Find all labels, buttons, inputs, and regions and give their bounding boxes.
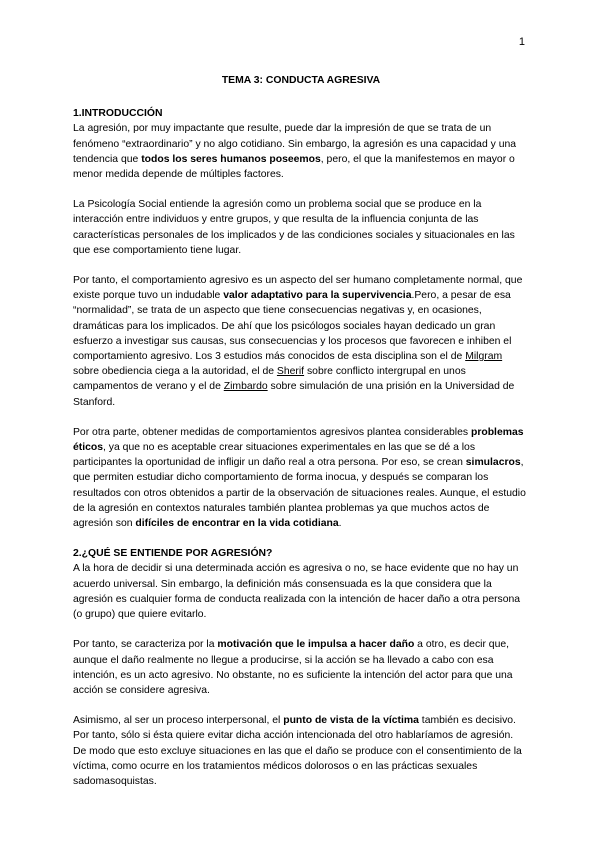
paragraph-intro-3 xyxy=(73,273,529,410)
paragraph-def-2 xyxy=(73,637,529,698)
text-run: sobre simulación de una prisión en la Universidad de Stanford. xyxy=(73,381,515,408)
paragraph-intro-1 xyxy=(73,121,529,182)
paragraph-def-1: A la hora de decidir si una determinada acción es agresiva o no, se hace evidente que no hay un acuerdo universal. Sin embargo, la definición más consensuada es la que considera que la agresión es cualquier forma de conducta realizada con la intención de hacer daño a otra persona (o grupo) que quiere evitarlo. xyxy=(73,563,521,621)
text-run: Por otra parte, obtener medidas de comportamientos agresivos plantea considerables xyxy=(73,426,471,438)
text-run: a otro, es decir que, aunque el daño realmente no llegue a producirse, si la acción se ha llevado a cabo con esa intención, es un acto agresivo. No obstante, no es suficiente la intención del actor para que una acción se considere agresiva. xyxy=(73,639,513,696)
text-run: Por tanto, el comportamiento agresivo es un aspecto del ser humano completamente normal, que existe porque tuvo un indudable xyxy=(73,275,523,302)
paragraph-intro-4 xyxy=(73,425,529,531)
text-run: La agresión, por muy impactante que resulte, puede dar la impresión de que se trata de un fenómeno “extraordinario” y no algo cotidiano. Sin embargo, la agresión es una capacidad y una tendencia que xyxy=(73,123,517,165)
text-run: Asimismo, al ser un proceso interpersonal, el xyxy=(73,715,284,727)
text-run: también es decisivo. Por tanto, sólo si ésta quiere evitar dicha acción intencionada del otro hablaríamos de agresión. De modo que esto excluye situaciones en las que el daño se produce con el consentimiento de la víctima, como ocurre en los tratamientos médicos dolorosos o en las prácticas sexuales sadomasoquistas. xyxy=(73,715,522,787)
bold-text: problemas éticos xyxy=(73,426,524,454)
underlined-name-sherif: Sherif xyxy=(276,366,305,378)
text-run: sobre conflicto intergrupal en unos campamentos de verano y el de xyxy=(73,366,466,393)
text-run: , que permiten estudiar dicho comportamiento de forma inocua, y después se comparan los resultados con otros obtenidos a partir de la observación de situaciones reales. Aunque, el estudio de la agresión en contextos naturales también plantea problemas ya que muchos actos de agresión son xyxy=(73,457,526,530)
document-body xyxy=(73,73,529,804)
bold-text: valor adaptativo para la supervivencia xyxy=(223,290,412,302)
section-heading-definicion: 2.¿QUÉ SE ENTIENDE POR AGRESIÓN? xyxy=(73,548,273,560)
bold-text: punto de vista de la víctima xyxy=(283,715,419,727)
underlined-name-zimbardo: Zimbardo xyxy=(223,381,268,393)
underlined-name-milgram: Milgram xyxy=(465,351,503,363)
text-run: .Pero, a pesar de esa “normalidad”, se trata de un aspecto que tiene consecuencias negativas y, en ocasiones, dramáticas para los implicados. De ahí que los psicólogos sociales hayan dedicado un gran esfuerzo a investigar sus causas, sus consecuencias y los procesos que favorecen e inhiben el comportamiento agresivo. Los 3 estudios más conocidos de esta disciplina son el de xyxy=(73,290,512,363)
text-run: , pero, el que la manifestemos en mayor o menor medida depende de múltiples factores. xyxy=(73,153,515,181)
bold-text: simulacros xyxy=(465,457,521,469)
text-run: . xyxy=(338,518,342,530)
bold-text: todos los seres humanos poseemos xyxy=(141,153,321,165)
text-run: sobre obediencia ciega a la autoridad, el de xyxy=(73,366,277,378)
page-number: 1 xyxy=(518,36,525,48)
paragraph-intro-2: La Psicología Social entiende la agresión como un problema social que se produce en la interacción entre individuos y entre grupos, y que resulta de la influencia conjunta de las características personales de los implicados y de las condiciones sociales y situacionales en las que ese comportamiento tiene lugar. xyxy=(73,199,515,256)
section-heading-introduccion: 1.INTRODUCCIÓN xyxy=(73,108,163,120)
bold-text: difíciles de encontrar en la vida cotidiana xyxy=(135,518,339,530)
bold-text: motivación que le impulsa a hacer daño xyxy=(217,639,415,651)
text-run: Por tanto, se caracteriza por la xyxy=(73,639,218,651)
paragraph-def-3 xyxy=(73,713,529,789)
text-run: , ya que no es aceptable crear situaciones experimentales en las que se dé a los participantes la oportunidad de infligir un daño real a otra persona. Por eso, se crean xyxy=(73,442,476,469)
document-title: TEMA 3: CONDUCTA AGRESIVA xyxy=(221,75,381,86)
